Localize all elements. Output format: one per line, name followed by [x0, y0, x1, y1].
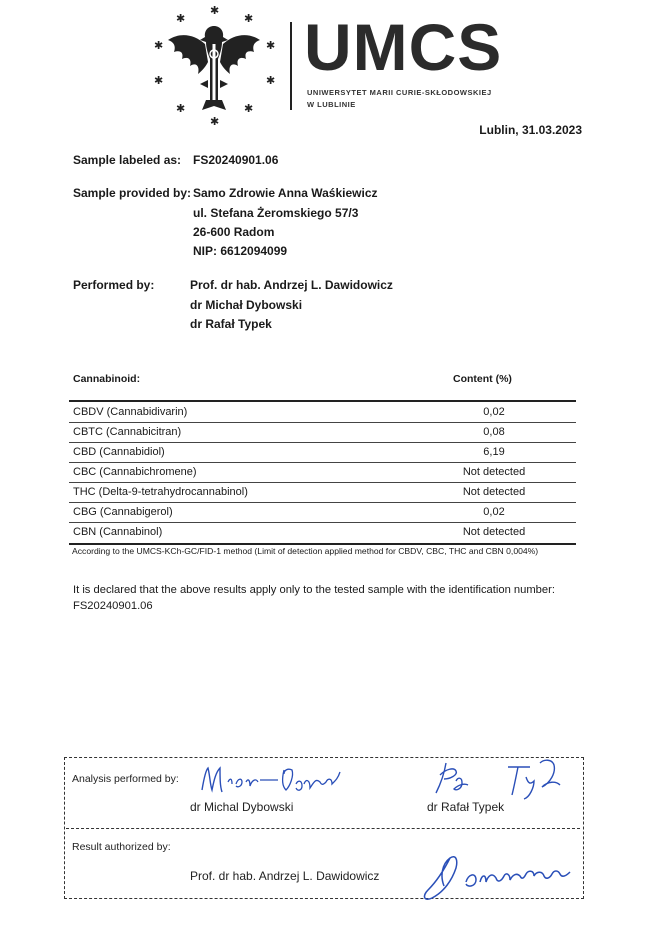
cannabinoid-content: Not detected [462, 526, 526, 538]
dawidowicz-signature [418, 848, 582, 906]
umcs-eagle-logo [150, 4, 278, 126]
cannabinoid-name: THC (Delta-9-tetrahydrocannabinol) [73, 486, 248, 498]
cannabinoid-name: CBDV (Cannabidivarin) [73, 406, 188, 418]
table-row [69, 482, 576, 503]
table-header-content: Content (%) [453, 373, 512, 385]
dybowski-signature [198, 760, 358, 802]
logo-divider [290, 22, 292, 110]
logo-subtitle-line2: W LUBLINIE [307, 100, 356, 109]
performer-line: dr Michał Dybowski [190, 298, 303, 312]
star-icon: ✱ [154, 40, 164, 52]
table-row [69, 422, 576, 443]
table-row [69, 502, 576, 523]
provider-line: Samo Zdrowie Anna Waśkiewicz [193, 186, 378, 200]
provider-line: 26-600 Radom [193, 225, 275, 239]
cannabinoid-content: Not detected [462, 486, 526, 498]
cannabinoid-name: CBN (Cannabinol) [73, 526, 163, 538]
authorized-label: Result authorized by: [72, 841, 171, 853]
table-row [69, 522, 576, 542]
cannabinoid-name: CBC (Cannabichromene) [73, 466, 197, 478]
declaration-text: It is declared that the above results apply only to the tested sample with the identification number: [73, 584, 555, 596]
sample-value: FS20240901.06 [193, 153, 279, 167]
cannabinoid-content: 6,19 [483, 446, 505, 458]
provider-line: NIP: 6612094099 [193, 244, 288, 258]
table-row [69, 402, 576, 423]
star-icon: ✱ [210, 5, 220, 17]
star-icon: ✱ [244, 103, 254, 115]
table-row [69, 462, 576, 483]
cannabinoid-content: 0,02 [483, 406, 505, 418]
provider-line: ul. Stefana Żeromskiego 57/3 [193, 206, 359, 220]
provider-label: Sample provided by: [73, 186, 192, 200]
performer-line: dr Rafał Typek [190, 317, 272, 331]
analyst1-name: dr Michal Dybowski [190, 800, 294, 814]
analysis-label: Analysis performed by: [72, 773, 179, 785]
table-header-cannabinoid: Cannabinoid: [73, 373, 141, 385]
authorizer-name: Prof. dr hab. Andrzej L. Dawidowicz [190, 869, 380, 883]
star-icon: ✱ [266, 40, 276, 52]
cannabinoid-name: CBG (Cannabigerol) [73, 506, 173, 518]
table-row [69, 442, 576, 463]
star-icon: ✱ [154, 75, 164, 87]
cannabinoid-name: CBTC (Cannabicitran) [73, 426, 182, 438]
star-icon: ✱ [176, 103, 186, 115]
logo-text: UMCS [304, 10, 503, 84]
cannabinoid-name: CBD (Cannabidiol) [73, 446, 165, 458]
cannabinoid-content: Not detected [462, 466, 526, 478]
logo-subtitle-line1: UNIWERSYTET MARII CURIE-SKŁODOWSKIEJ [307, 88, 492, 97]
sample-label: Sample labeled as: [73, 153, 182, 167]
cannabinoid-content: 0,08 [483, 426, 505, 438]
star-icon: ✱ [266, 75, 276, 87]
table-bottom-rule [69, 543, 576, 545]
star-icon: ✱ [244, 13, 254, 25]
signature-divider [66, 828, 580, 829]
method-note: According to the UMCS-KCh-GC/FID-1 method (Limit of detection applied method for CBDV, CBC, THC and CBN 0,004%) [72, 546, 539, 556]
typek-signature [430, 755, 570, 803]
star-icon: ✱ [210, 116, 220, 126]
star-icon: ✱ [176, 13, 186, 25]
declaration-id: FS20240901.06 [73, 600, 153, 612]
performed-label: Performed by: [73, 278, 155, 292]
place-date: Lublin, 31.03.2023 [479, 123, 582, 137]
performer-line: Prof. dr hab. Andrzej L. Dawidowicz [190, 278, 393, 292]
cannabinoid-content: 0,02 [483, 506, 505, 518]
analyst2-name: dr Rafał Typek [427, 800, 505, 814]
